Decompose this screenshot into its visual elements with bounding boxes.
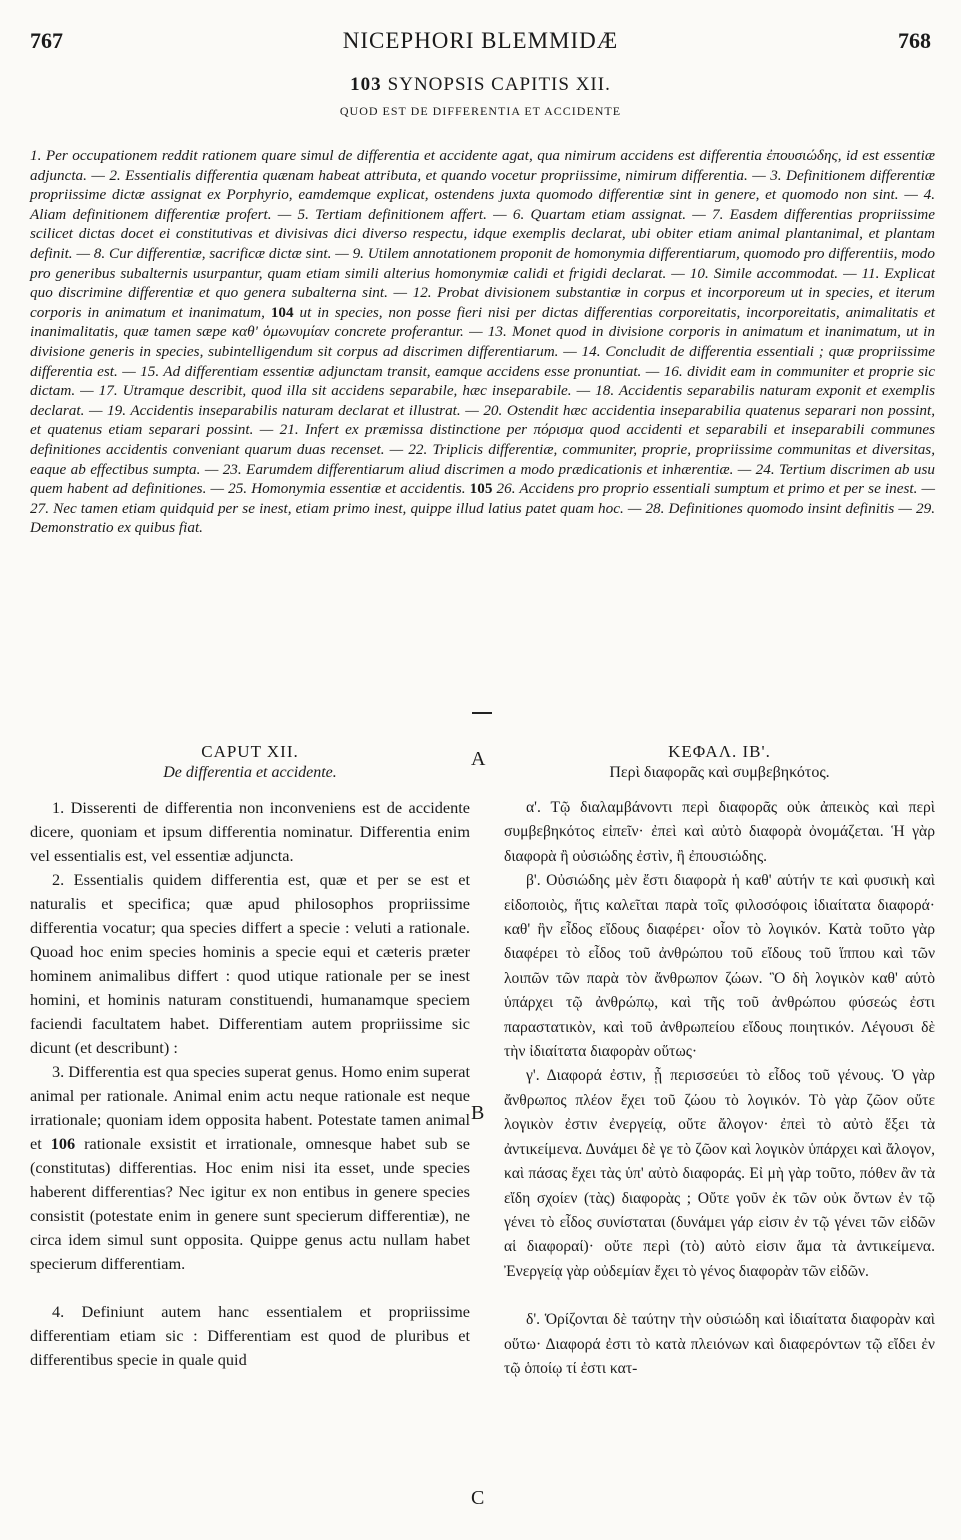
page-number-left: 767 xyxy=(30,28,63,53)
synopsis-title-text: SYNOPSIS CAPITIS XII. xyxy=(387,74,611,95)
synopsis-title xyxy=(0,74,961,96)
two-column-text xyxy=(30,742,935,1532)
page-number-right: 768 xyxy=(897,28,931,53)
latin-chapter-title: CAPUT XII. xyxy=(201,742,299,761)
latin-paragraph: 2. Essentialis quidem differentia est, quæ et per se est et naturalis et specifica; quæ apud philosophos propriissime differentia vocatur; qua species differt a specie : veluti a rationale. Quoad hoc enim species hominis a specie equi et cæteris præter hominem animalibus differt : quod utique rationale per se inest homini, et hominis naturam constituendi, humanamque speciem faciendi facultatem habet. Differentiam autem propriissime sic dicunt (et describunt) : xyxy=(30,870,470,1057)
column-marker: 106 xyxy=(50,1134,76,1153)
column-marker: 105 xyxy=(469,480,493,498)
greek-paragraph: α'. Τῷ διαλαμβάνοντι περὶ διαφορᾶς οὐκ ἀπεικὸς καὶ περὶ συμβεβηκότος εἰπεῖν· ἐπεὶ καὶ αὐτὸ διαφορὰ ὀνομάζεται. Ἡ γὰρ διαφορὰ ἢ οὐσιώδης ἐστὶν, ἢ ἐπουσιώδης. xyxy=(504,799,935,865)
section-divider xyxy=(472,712,492,714)
page-header xyxy=(30,28,931,58)
synopsis-text-part: 1. Per occupationem reddit rationem quare simul de differentia et accidente agat, qua nimirum accidens est differentia ἐπουσιώδης, id est essentiæ adjuncta. — 2. Essentialis differentia quænam habeat attributa, et quando vocetur propriissime, nimirum differentia. — 3. Definitionem differentiæ propriissime dictæ assignat ex Porphyrio, eamdemque explicat, ostendens juxta quomodo differentiæ sint in genere, et quomodo non sint. — 4. Aliam definitionem differentiæ profert. — 5. Tertiam definitionem affert. — 6. Quartam etiam assignat. — 7. Easdem differentias propriissime scilicet dictas docet ei constitutivas et divisivas dici diverso respectu, idque exemplis declarat, ubi obiter etiam animal plantanimal, et plantam definit. — 8. Cur differentiæ, sacrificæ dictæ sint. — 9. Utilem annotationem proponit de homonymia differentiarum, quomodo pro differentiis, modo pro generibus subalternis usurpantur, quam etiam simili alterius homonymiæ calidi et frigidi declarat. — 10. Simile accommodat. — 11. Explicat quo discrimine differentiæ et quo genera subalterna sint. — 12. Probat divisionem substantiæ in corpus et incorporeum ut in species, et iterum corporis in animatum et inanimatum, xyxy=(30,147,935,321)
latin-paragraph: 4. Definiunt autem hanc essentialem et propriissime differentiam etiam sic : Differentiam est quod de pluribus et differentibus specie in quale quid xyxy=(30,1302,470,1369)
latin-paragraph xyxy=(30,1060,470,1276)
latin-column xyxy=(30,742,470,1372)
column-marker: 103 xyxy=(350,74,382,95)
column-marker: 104 xyxy=(270,303,294,321)
margin-letter-c: C xyxy=(471,1487,485,1509)
greek-paragraph: δ'. Ὁρίζονται δὲ ταύτην τὴν οὐσιώδη καὶ ἰδιαίτατα διαφορὰν καὶ οὕτω· Διαφορά ἐστι τὸ κατὰ πλειόνων καὶ διαφερόντων τῷ εἴδει ἐν τῷ ὁποίῳ τί ἐστι κατ- xyxy=(504,1311,935,1377)
latin-paragraph: 1. Disserenti de differentia non inconveniens est de accidente dicere, quoniam et ipsum differentia nominatur. Differentia enim vel essentialis est, vel essentiæ adjuncta. xyxy=(30,798,470,865)
greek-chapter-title: ΚΕΦΑΛ. ΙΒ'. xyxy=(668,742,771,761)
greek-column xyxy=(504,742,935,1381)
margin-letter-a: A xyxy=(471,748,486,770)
greek-paragraph: β'. Οὐσιώδης μὲν ἔστι διαφορὰ ἡ καθ' αὑτήν τε καὶ φυσικὴ καὶ εἰδοποιὸς, ἥτις καλεῖται παρὰ τοῖς φιλοσόφοις ἰδιαίτατα διαφορά· καθ' ἣν εἶδος εἴδους διαφέρει· οἷον τὸ λογικόν. Κατὰ τοῦτο γὰρ διαφέρει τὸ εἶδος τοῦ ἀνθρώπου τοῦ εἴδους τοῦ ἵππου καὶ τῶν λοιπῶν τῶν παρὰ τὸν ἄνθρωπον ζώων. Ὃ δὴ λογικὸν καθ' αὑτὸ ὑπάρχει τῷ ἀνθρώπῳ, καὶ τῆς τοῦ ἀνθρώπου φύσεώς ἐστι παραστατικὸν, καὶ τοῦ ἀνθρωπείου εἴδους ποιητικόν. Λέγουσι δὲ τὴν ἰδιαίτατα διαφορὰν οὕτως· xyxy=(504,872,935,1061)
latin-text-part: rationale exsistit et irrationale, omnesque habet sub se (constitutas) differentias. Hoc enim nisi ita esset, unde species haberent differentias? Nec igitur ex non entibus in genere species consistit (potestate enim in genere sunt specierum differentiæ), ne circa idem simul sunt opposita. Quippe genus actu nullam habet specierum differentiam. xyxy=(30,1134,470,1273)
synopsis-text-part: 26. Accidens pro proprio essentiali sumptum et primo et per se inest. — 27. Nec tamen etiam quidquid per se inest, etiam primo inest, quippe illud latius patet quam hoc. — 28. Definitiones quomodo insint definitis — 29. Demonstratio ex quibus fiat. xyxy=(30,480,936,537)
synopsis-heading xyxy=(0,74,961,119)
margin-letter-b: B xyxy=(471,1102,485,1124)
running-title: NICEPHORI BLEMMIDÆ xyxy=(342,28,619,53)
greek-chapter-subtitle: Περὶ διαφορᾶς καὶ συμβεβηκότος. xyxy=(609,764,830,781)
latin-text-part: 3. Differentia est qua species superat genus. Homo enim superat animal per rationale. Animal enim actu neque rationale est neque irrationale; quoniam idem opposita habent. Potestate tamen animal et xyxy=(30,1062,470,1153)
synopsis-body xyxy=(30,146,935,538)
synopsis-subtitle: QUOD EST DE DIFFERENTIA ET ACCIDENTE xyxy=(339,104,622,118)
latin-chapter-subtitle: De differentia et accidente. xyxy=(163,764,337,781)
synopsis-text-part: ut in species, non posse fieri nisi per dictas differentias corporeitatis, incorporeitatis, animalitatis et inanimalitatis, quæ tamen sæpe καθ' ὁμωνυμίαν concrete proferantur. — 13. Monet quod in divisione corporis in animatum et inanimatum, ut in divisione generis in species, subintelligendum sit corpus ad discrimen differentiarum. — 14. Concludit de differentia essentiali ; quæ propriissime differentia est. — 15. Ad differentiam essentiæ adjunctam transit, eamque accidens esse pronuntiat. — 16. dividit eam in communiter et proprie sic dictam. — 17. Utramque describit, quod illa sit accidens separabile, hæc inseparabile. — 18. Accidentis separabilis naturam exponit et exemplis declarat. — 19. Accidentis inseparabilis naturam declarat et illustrat. — 20. Ostendit hæc accidentia inseparabilia quatenus separari non possint, et quatenus etiam separari possint. — 21. Infert ex præmissa distinctione per πόρισμα quod accidenti et separabili et inseparabili communes definitiones accidentis conveniant quarum duas recenset. — 22. Triplicis differentiæ, communiter, proprie, propriissime communitas et diversitas, eaque ab effectibus sumpta. — 23. Earumdem differentiarum aliud discrimen a modo prædicationis et inhærentiæ. — 24. Tertium discrimen ab usu quem habent ad definitiones. — 25. Homonymia essentiæ et accidentis. xyxy=(30,303,935,498)
greek-paragraph: γ'. Διαφορά ἐστιν, ᾗ περισσεύει τὸ εἶδος τοῦ γένους. Ὁ γὰρ ἄνθρωπος πλέον ἔχει τοῦ ζώου τὸ λογικόν. Τὸ γὰρ ζῶον οὔτε λογικὸν ἐστιν ἐνεργείᾳ, οὔτε ἄλογον· ἐπεὶ τὸ αὐτὸ ἕξει τὰ ἀντικείμενα. Δυνάμει δὲ γε τὸ ζῶον καὶ λογικὸν ὑπάρχει καὶ ἄλογον, καὶ πάσας ἔχει τὰς ὑπ' αὐτὸ διαφοράς. Εἰ μὴ γὰρ τοῦτο, πόθεν ἂν τὰ εἴδη σχοίεν (τὰς) διαφορὰς ; Οὔτε γοῦν ἐκ τῶν οὐκ ὄντων ἐν τῷ γένει τὸ εἶδος συνίσταται (δυνάμει γάρ εἰσιν ἐν τῷ γένει τῶν εἰδῶν αἱ διαφοραί)· οὔτε περὶ (τὸ) αὐτὸ εἰσιν ἅμα τὰ ἀντικείμενα. Ἐνεργείᾳ γὰρ οὐδεμίαν ἔχει τὸ γένος διαφορὰν τῶν εἰδῶν. xyxy=(504,1067,935,1280)
